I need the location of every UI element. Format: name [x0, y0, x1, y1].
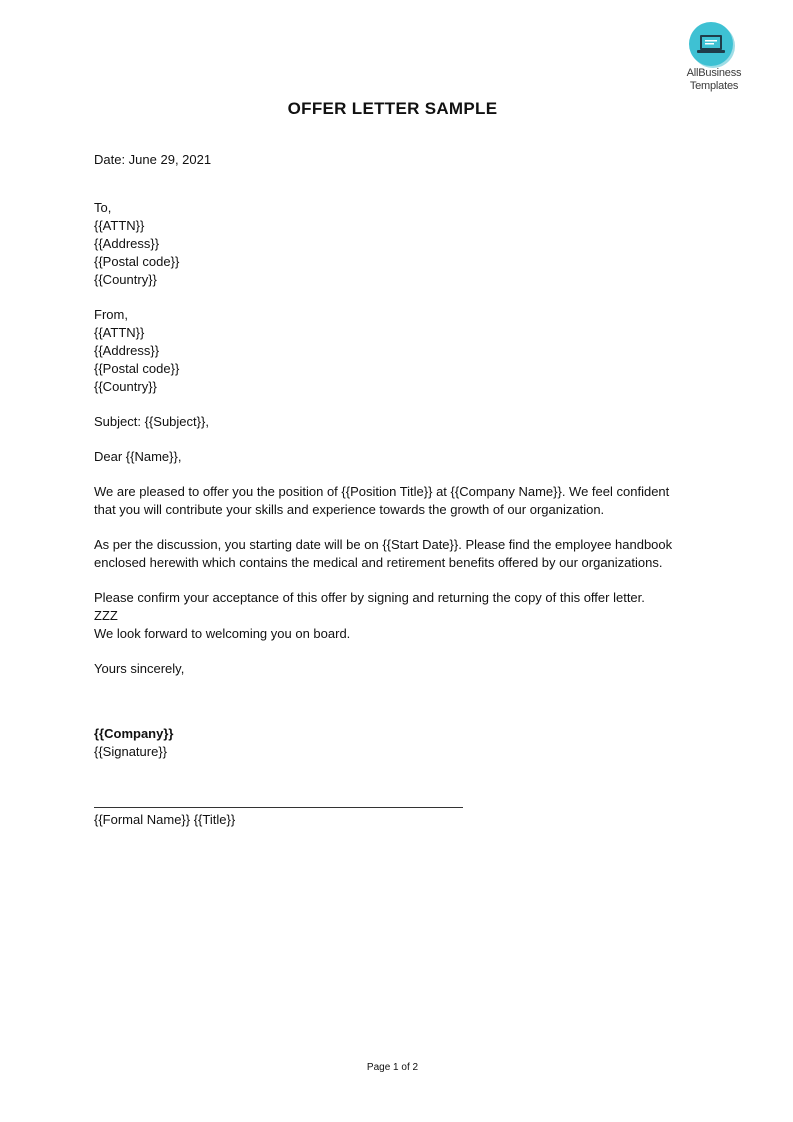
- to-address: {{Address}}: [94, 236, 160, 251]
- company-name: {{Company}}: [94, 726, 174, 741]
- allbusiness-logo: [681, 22, 747, 94]
- paragraph-line: Please confirm your acceptance of this offer by signing and returning the copy of this offer letter.: [94, 590, 645, 605]
- logo-line1: AllBusiness: [686, 67, 742, 79]
- sender-block: [94, 306, 704, 396]
- paragraph-line: that you will contribute your skills and experience towards the growth of our organization.: [94, 502, 605, 517]
- subject-line: Subject: {{Subject}},: [94, 414, 209, 429]
- paragraph-confirm: [94, 589, 704, 643]
- signature-line: [94, 807, 463, 808]
- from-address: {{Address}}: [94, 343, 160, 358]
- to-label: To,: [94, 200, 112, 215]
- from-attn: {{ATTN}}: [94, 325, 145, 340]
- paragraph-line: We are pleased to offer you the position of {{Position Title}} at {{Company Name}}. We feel confident: [94, 484, 670, 499]
- to-postal-code: {{Postal code}}: [94, 254, 180, 269]
- logo-line2: Templates: [689, 80, 739, 92]
- formal-name-title: {{Formal Name}} {{Title}}: [94, 812, 236, 827]
- logo-badge: [689, 22, 733, 66]
- page-number: Page 1 of 2: [366, 1062, 419, 1073]
- paragraph-line: ZZZ: [94, 608, 118, 623]
- paragraph-line: We look forward to welcoming you on board.: [94, 626, 351, 641]
- paragraph-start-date: [94, 536, 704, 572]
- laptop-icon: [689, 22, 733, 66]
- to-attn: {{ATTN}}: [94, 218, 145, 233]
- paragraph-line: enclosed herewith which contains the medical and retirement benefits offered by our organizations.: [94, 555, 663, 570]
- page-title: OFFER LETTER SAMPLE: [287, 99, 498, 118]
- logo-text: [681, 67, 747, 93]
- to-country: {{Country}}: [94, 272, 157, 287]
- from-postal-code: {{Postal code}}: [94, 361, 180, 376]
- paragraph-line: As per the discussion, you starting date will be on {{Start Date}}. Please find the employee handbook: [94, 537, 673, 552]
- signature-placeholder: {{Signature}}: [94, 744, 168, 759]
- letter-body: [94, 151, 704, 761]
- recipient-block: [94, 199, 704, 289]
- from-country: {{Country}}: [94, 379, 157, 394]
- closing: Yours sincerely,: [94, 661, 185, 676]
- paragraph-offer: [94, 483, 704, 519]
- from-label: From,: [94, 307, 128, 322]
- date-line: Date: June 29, 2021: [94, 152, 212, 167]
- greeting: Dear {{Name}},: [94, 449, 182, 464]
